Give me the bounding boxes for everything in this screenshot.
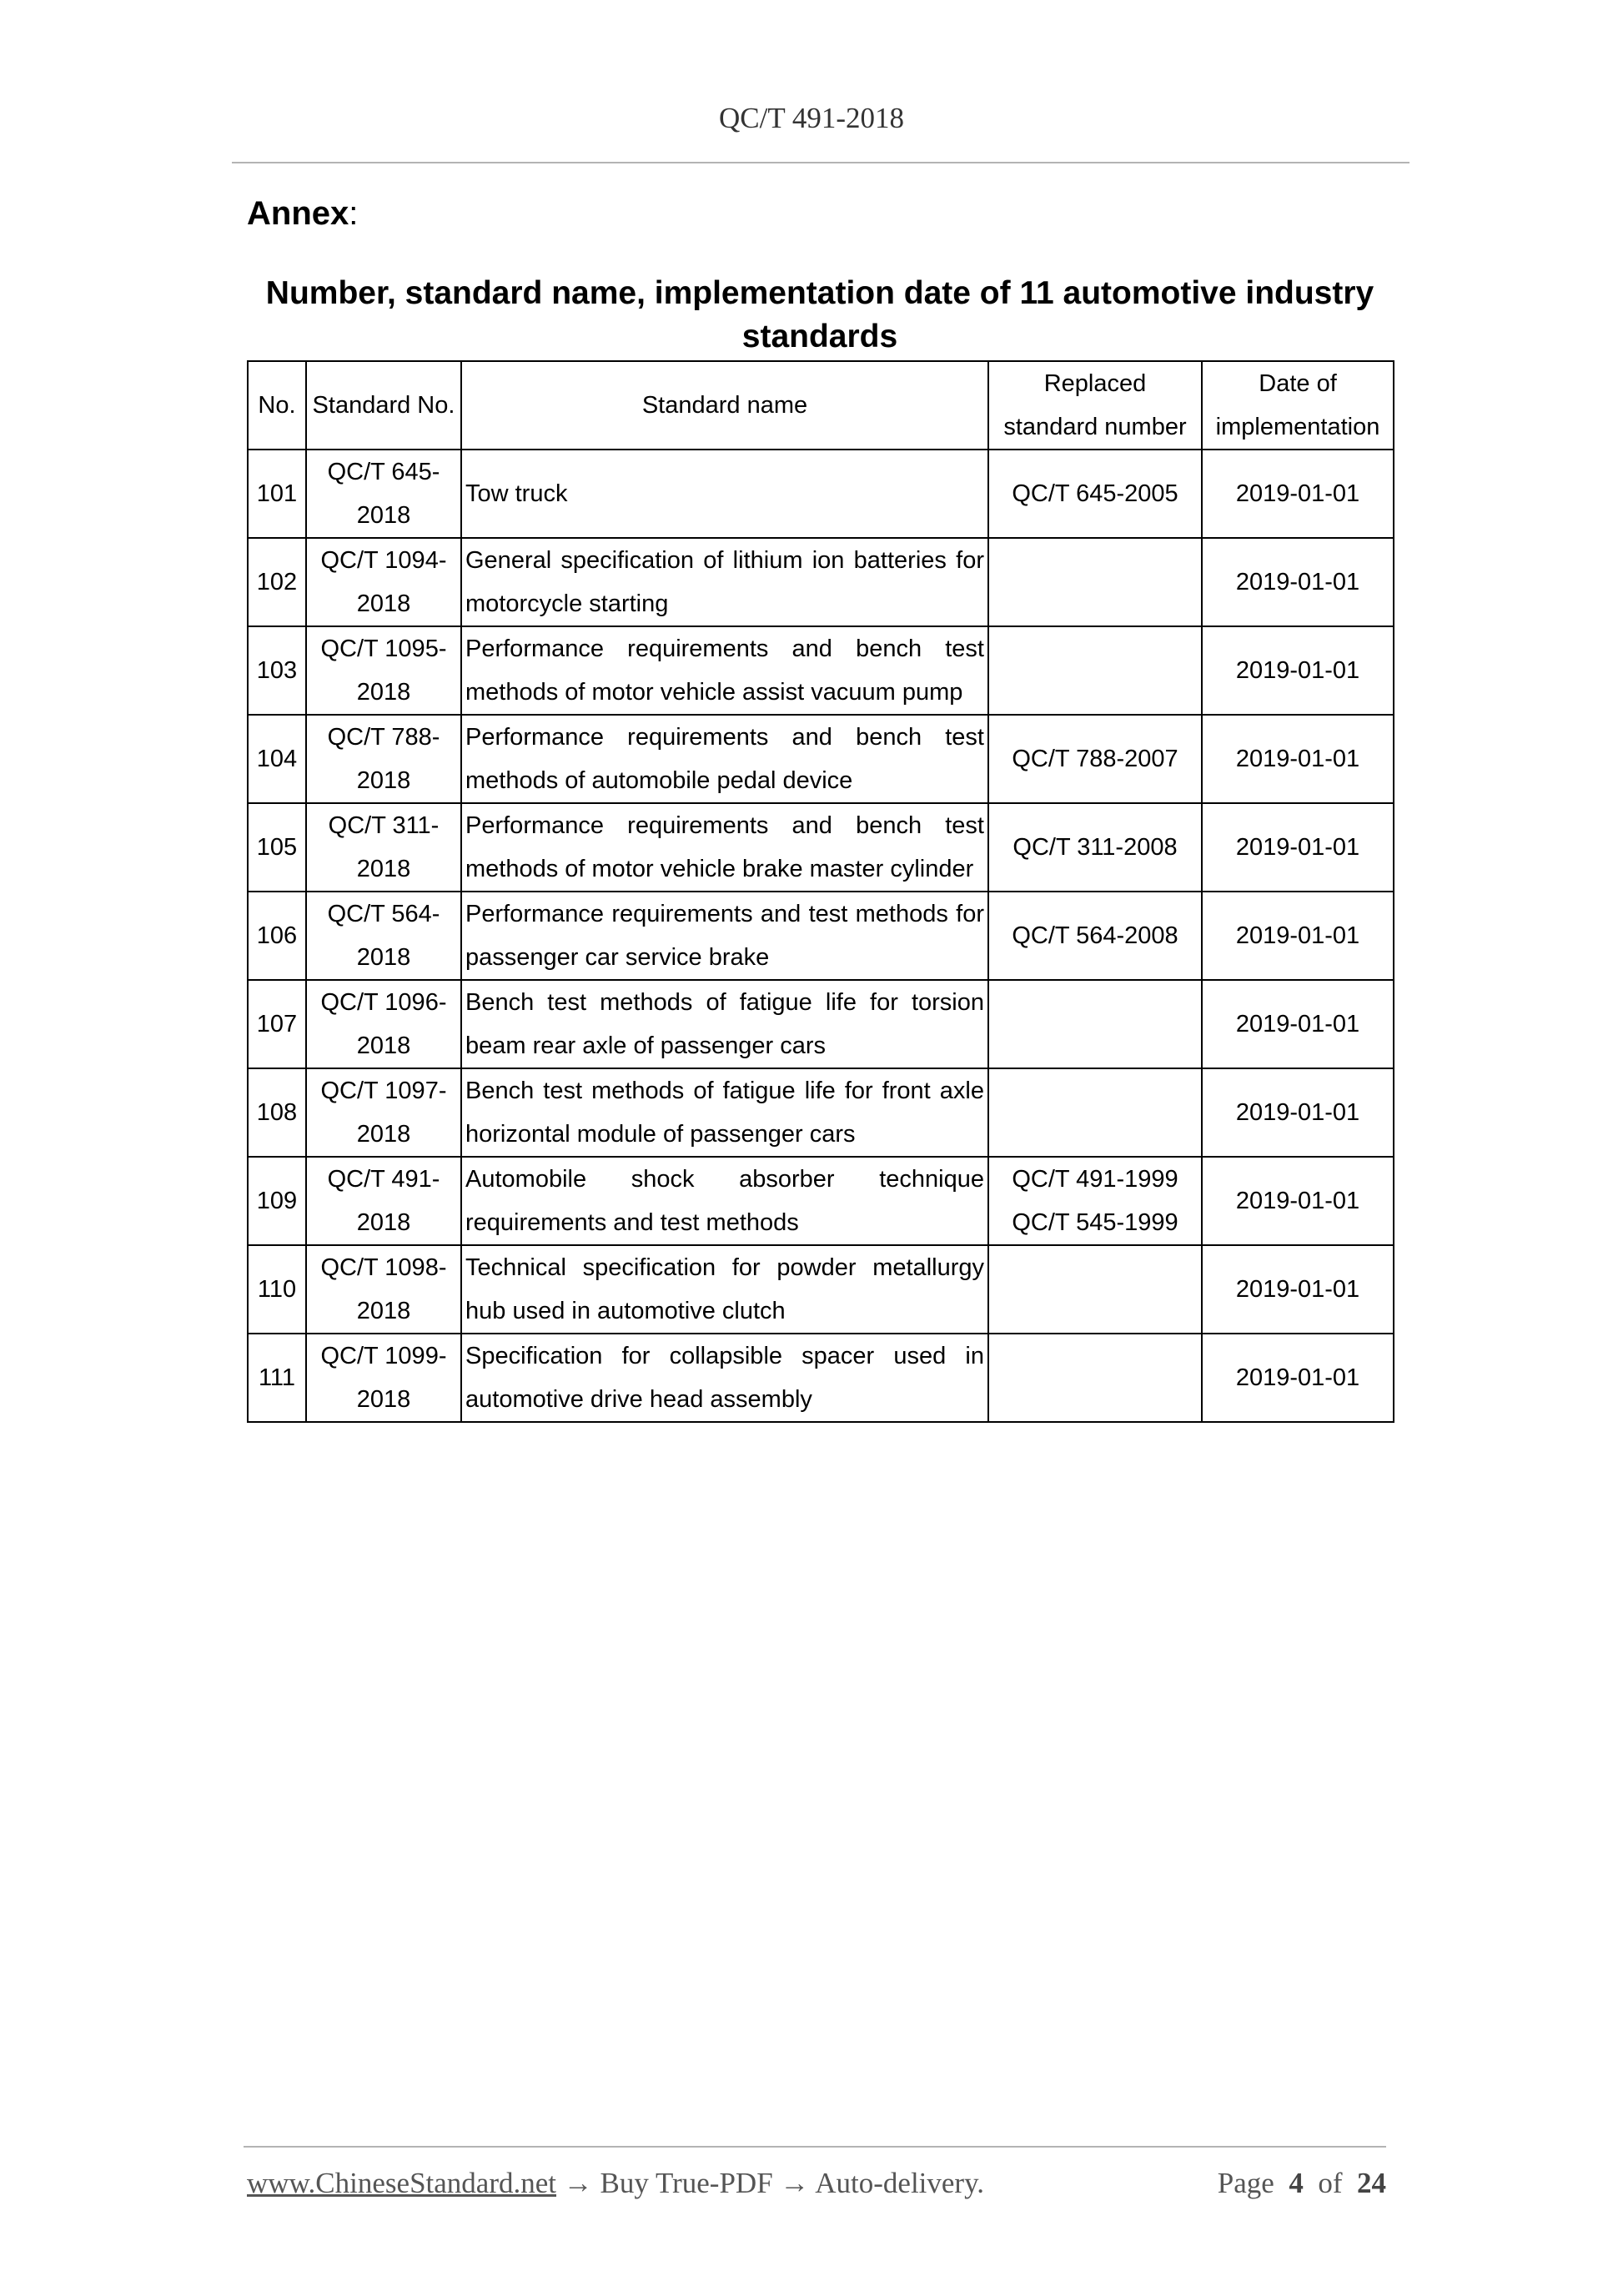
implementation-date: 2019-01-01 bbox=[1235, 480, 1360, 507]
implementation-date: 2019-01-01 bbox=[1235, 1188, 1360, 1214]
cell-date bbox=[1202, 450, 1394, 538]
cell-no bbox=[248, 980, 306, 1068]
header-replaced-line1: Replaced bbox=[1043, 370, 1147, 397]
cell-standard-name bbox=[461, 892, 988, 980]
page-number bbox=[1218, 2167, 1386, 2200]
standard-name-line1: Bench test methods of fatigue life for torsion bbox=[465, 989, 984, 1016]
standard-name-line2: motorcycle starting bbox=[465, 590, 669, 617]
replaced-line2: QC/T 545-1999 bbox=[1012, 1209, 1178, 1236]
standard-no-part2: 2018 bbox=[356, 1121, 411, 1148]
standard-name-line2: requirements and test methods bbox=[465, 1209, 799, 1236]
standard-name-line1: Technical specification for powder metallurgy bbox=[465, 1254, 984, 1281]
row-no: 107 bbox=[256, 1011, 298, 1037]
standard-no-part2: 2018 bbox=[356, 1298, 411, 1324]
implementation-date: 2019-01-01 bbox=[1235, 1099, 1360, 1126]
cell-standard-no bbox=[306, 715, 461, 803]
cell-replaced bbox=[988, 715, 1202, 803]
standard-no-part2: 2018 bbox=[356, 767, 411, 794]
cell-standard-no bbox=[306, 980, 461, 1068]
table-row bbox=[248, 715, 1394, 803]
cell-standard-no bbox=[306, 626, 461, 715]
cell-standard-name bbox=[461, 1157, 988, 1245]
cell-no bbox=[248, 715, 306, 803]
cell-standard-name bbox=[461, 715, 988, 803]
page-total: 24 bbox=[1357, 2167, 1386, 2199]
table-row bbox=[248, 892, 1394, 980]
cell-replaced bbox=[988, 1245, 1202, 1334]
standard-name-line1: Automobile shock absorber technique bbox=[465, 1166, 984, 1193]
footer-left bbox=[247, 2167, 984, 2200]
header-date-line2: implementation bbox=[1215, 414, 1380, 440]
cell-replaced bbox=[988, 980, 1202, 1068]
standard-no-part2: 2018 bbox=[356, 1209, 411, 1236]
table-title: Number, standard name, implementation date of 11 automotive industry standards bbox=[265, 275, 1374, 354]
cell-standard-name bbox=[461, 980, 988, 1068]
standard-name-line1: Specification for collapsible spacer used in bbox=[465, 1343, 984, 1369]
header-divider bbox=[232, 162, 1409, 163]
table-row bbox=[248, 803, 1394, 892]
cell-standard-no bbox=[306, 803, 461, 892]
standard-name-line1: Performance requirements and test methods for bbox=[465, 901, 984, 927]
standard-no-part2: 2018 bbox=[356, 944, 411, 971]
standard-name-line1: Tow truck bbox=[465, 480, 568, 507]
row-no: 104 bbox=[256, 746, 298, 772]
cell-date bbox=[1202, 892, 1394, 980]
implementation-date: 2019-01-01 bbox=[1235, 834, 1360, 861]
standard-no-part1: QC/T 1097- bbox=[320, 1078, 447, 1104]
cell-date bbox=[1202, 1157, 1394, 1245]
table-header-row bbox=[248, 361, 1394, 450]
implementation-date: 2019-01-01 bbox=[1235, 1011, 1360, 1037]
row-no: 108 bbox=[256, 1099, 298, 1126]
replaced-line1: QC/T 311-2008 bbox=[1012, 834, 1178, 861]
table-row bbox=[248, 626, 1394, 715]
cell-date bbox=[1202, 803, 1394, 892]
implementation-date: 2019-01-01 bbox=[1235, 1364, 1360, 1391]
standard-name-line2: automotive drive head assembly bbox=[465, 1386, 812, 1413]
site-link[interactable]: www.ChineseStandard.net bbox=[247, 2167, 556, 2199]
cell-no bbox=[248, 892, 306, 980]
of-label: of bbox=[1318, 2167, 1343, 2199]
standard-no-part2: 2018 bbox=[356, 1032, 411, 1059]
cell-standard-no bbox=[306, 892, 461, 980]
cell-no bbox=[248, 1334, 306, 1422]
cell-no bbox=[248, 1245, 306, 1334]
cell-date bbox=[1202, 626, 1394, 715]
delivery-text: Auto-delivery. bbox=[815, 2167, 985, 2199]
row-no: 105 bbox=[256, 834, 298, 861]
replaced-line1: QC/T 491-1999 bbox=[1012, 1166, 1178, 1193]
row-no: 102 bbox=[256, 569, 298, 595]
standard-no-part1: QC/T 311- bbox=[328, 812, 440, 839]
buy-text: Buy True-PDF bbox=[600, 2167, 773, 2199]
standard-name-line1: Performance requirements and bench test bbox=[465, 812, 984, 839]
cell-no bbox=[248, 1157, 306, 1245]
standard-name-line2: beam rear axle of passenger cars bbox=[465, 1032, 826, 1059]
header-date bbox=[1202, 361, 1394, 450]
implementation-date: 2019-01-01 bbox=[1235, 569, 1360, 595]
annex-colon: : bbox=[349, 195, 359, 232]
standard-no-part1: QC/T 1094- bbox=[320, 547, 447, 574]
cell-no bbox=[248, 538, 306, 626]
replaced-line1: QC/T 645-2005 bbox=[1012, 480, 1178, 507]
standard-name-line2: methods of automobile pedal device bbox=[465, 767, 853, 794]
standard-name-line2: methods of motor vehicle brake master cylinder bbox=[465, 856, 974, 882]
standard-name-line1: Performance requirements and bench test bbox=[465, 636, 984, 662]
row-no: 103 bbox=[256, 657, 298, 684]
arrow-icon: → bbox=[563, 2167, 593, 2199]
header-no: No. bbox=[248, 361, 306, 450]
cell-replaced bbox=[988, 1334, 1202, 1422]
table-row bbox=[248, 1157, 1394, 1245]
page-current: 4 bbox=[1289, 2167, 1304, 2199]
cell-standard-no bbox=[306, 450, 461, 538]
row-no: 101 bbox=[256, 480, 298, 507]
table-row bbox=[248, 538, 1394, 626]
header-replaced bbox=[988, 361, 1202, 450]
cell-date bbox=[1202, 715, 1394, 803]
cell-replaced bbox=[988, 538, 1202, 626]
cell-no bbox=[248, 626, 306, 715]
cell-date bbox=[1202, 1334, 1394, 1422]
table-row bbox=[248, 1068, 1394, 1157]
standard-name-line2: methods of motor vehicle assist vacuum pump bbox=[465, 679, 963, 706]
header-replaced-line2: standard number bbox=[1003, 414, 1187, 440]
cell-standard-no bbox=[306, 538, 461, 626]
standard-no-part1: QC/T 1096- bbox=[320, 989, 447, 1016]
standard-name-line2: passenger car service brake bbox=[465, 944, 770, 971]
standard-no-part2: 2018 bbox=[356, 1386, 411, 1413]
annex-heading bbox=[247, 195, 358, 233]
cell-standard-name bbox=[461, 1334, 988, 1422]
row-no: 111 bbox=[258, 1364, 296, 1391]
row-no: 106 bbox=[256, 922, 298, 949]
header-date-line1: Date of bbox=[1259, 370, 1337, 397]
replaced-line1: QC/T 788-2007 bbox=[1012, 746, 1178, 772]
cell-date bbox=[1202, 1245, 1394, 1334]
header-standard-no: Standard No. bbox=[306, 361, 461, 450]
standard-no-part1: QC/T 1099- bbox=[320, 1343, 447, 1369]
standard-no-part2: 2018 bbox=[356, 856, 411, 882]
implementation-date: 2019-01-01 bbox=[1235, 746, 1360, 772]
standard-no-part1: QC/T 564- bbox=[327, 901, 440, 927]
annex-label: Annex bbox=[247, 195, 349, 232]
cell-replaced bbox=[988, 450, 1202, 538]
standard-no-part2: 2018 bbox=[356, 679, 411, 706]
cell-date bbox=[1202, 538, 1394, 626]
implementation-date: 2019-01-01 bbox=[1235, 657, 1360, 684]
cell-replaced bbox=[988, 1068, 1202, 1157]
table-row bbox=[248, 450, 1394, 538]
standard-no-part2: 2018 bbox=[356, 590, 411, 617]
replaced-line1: QC/T 564-2008 bbox=[1012, 922, 1178, 949]
standard-name-line1: Bench test methods of fatigue life for front axle bbox=[465, 1078, 984, 1104]
cell-no bbox=[248, 1068, 306, 1157]
cell-standard-name bbox=[461, 803, 988, 892]
cell-standard-no bbox=[306, 1245, 461, 1334]
implementation-date: 2019-01-01 bbox=[1235, 1276, 1360, 1303]
cell-standard-name bbox=[461, 450, 988, 538]
cell-no bbox=[248, 803, 306, 892]
cell-standard-name bbox=[461, 538, 988, 626]
cell-standard-no bbox=[306, 1068, 461, 1157]
standard-no-part1: QC/T 491- bbox=[327, 1166, 440, 1193]
implementation-date: 2019-01-01 bbox=[1235, 922, 1360, 949]
standard-no-part2: 2018 bbox=[356, 502, 411, 529]
page-label: Page bbox=[1217, 2167, 1274, 2199]
row-no: 110 bbox=[257, 1276, 297, 1303]
standard-no-part1: QC/T 1098- bbox=[320, 1254, 447, 1281]
standard-name-line2: horizontal module of passenger cars bbox=[465, 1121, 856, 1148]
cell-standard-name bbox=[461, 1068, 988, 1157]
header-standard-name: Standard name bbox=[461, 361, 988, 450]
footer-divider bbox=[244, 2146, 1386, 2148]
page-header-title: QC/T 491-2018 bbox=[719, 102, 904, 134]
standard-name-line1: Performance requirements and bench test bbox=[465, 724, 984, 751]
cell-date bbox=[1202, 1068, 1394, 1157]
standard-no-part1: QC/T 645- bbox=[327, 459, 440, 485]
cell-replaced bbox=[988, 803, 1202, 892]
standard-no-part1: QC/T 1095- bbox=[320, 636, 447, 662]
cell-replaced bbox=[988, 626, 1202, 715]
cell-replaced bbox=[988, 892, 1202, 980]
table-row bbox=[248, 1245, 1394, 1334]
table-row bbox=[248, 980, 1394, 1068]
cell-standard-name bbox=[461, 626, 988, 715]
standard-name-line1: General specification of lithium ion batteries for bbox=[465, 547, 984, 574]
cell-standard-no bbox=[306, 1157, 461, 1245]
cell-standard-name bbox=[461, 1245, 988, 1334]
table-row bbox=[248, 1334, 1394, 1422]
arrow-icon: → bbox=[780, 2167, 810, 2199]
cell-replaced bbox=[988, 1157, 1202, 1245]
cell-standard-no bbox=[306, 1334, 461, 1422]
row-no: 109 bbox=[256, 1188, 298, 1214]
standard-name-line2: hub used in automotive clutch bbox=[465, 1298, 786, 1324]
cell-date bbox=[1202, 980, 1394, 1068]
cell-no bbox=[248, 450, 306, 538]
standard-no-part1: QC/T 788- bbox=[327, 724, 440, 751]
standards-table bbox=[247, 360, 1394, 1423]
